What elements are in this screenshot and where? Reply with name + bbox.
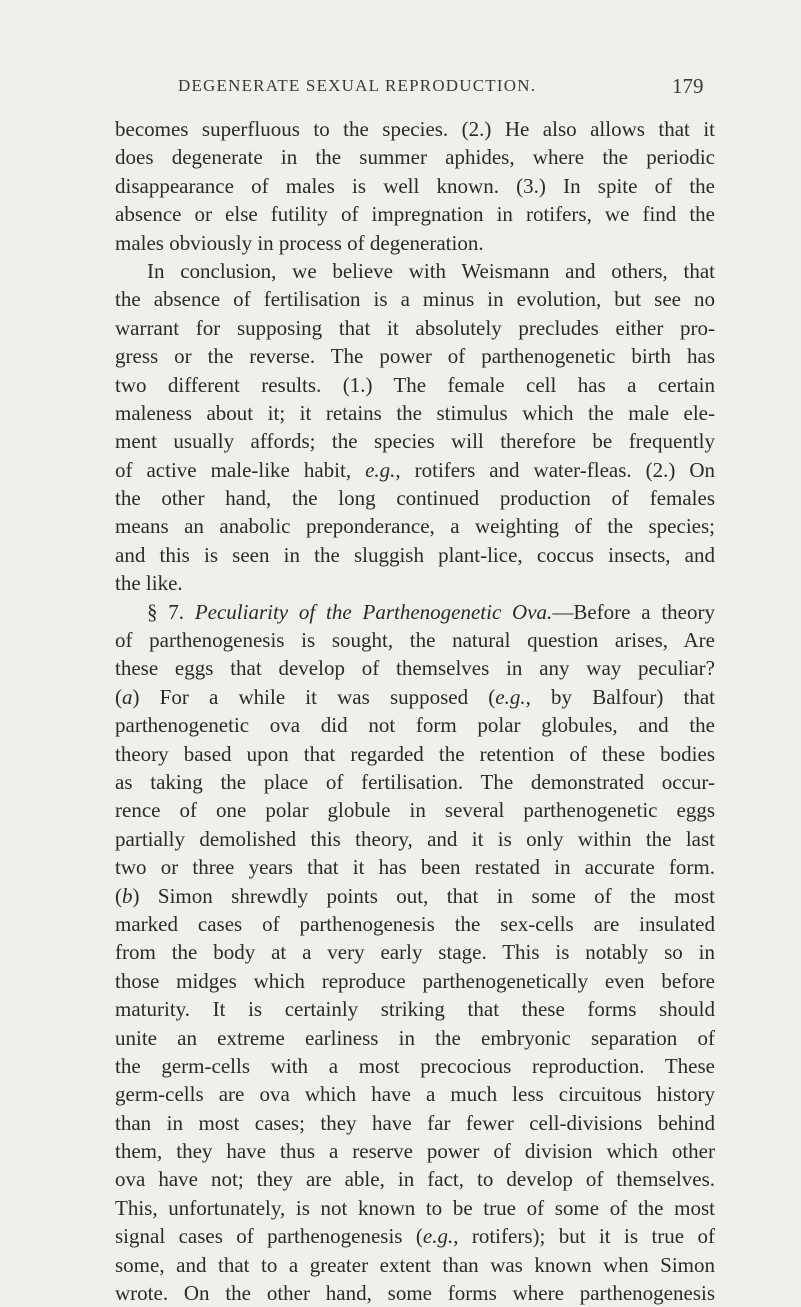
text-run: as taking the place of fertilisation. The demonstrated occur- (115, 769, 715, 794)
text-line (115, 938, 715, 966)
text-run: ( (115, 883, 122, 908)
text-run: males obviously in process of degeneration. (115, 230, 484, 255)
text-line (115, 257, 715, 285)
text-line (115, 314, 715, 342)
text-line (115, 1080, 715, 1108)
text-run: ) For a while it was supposed ( (132, 684, 496, 709)
text-run: ment usually affords; the species will therefore be frequently (115, 429, 715, 454)
text-line (115, 1109, 715, 1137)
text-run: two or three years that it has been restated in accurate form. (115, 855, 715, 880)
italic-text: e.g. (495, 684, 526, 709)
text-run: ova have not; they are able, in fact, to develop of themselves. (115, 1167, 715, 1192)
text-run: , rotifers and water-fleas. (2.) On (395, 457, 715, 482)
text-line (115, 172, 715, 200)
text-line (115, 598, 715, 626)
text-line (115, 740, 715, 768)
text-line (115, 1279, 715, 1307)
text-line (115, 541, 715, 569)
text-line (115, 768, 715, 796)
text-run: maleness about it; it retains the stimulus which the male ele- (115, 400, 715, 425)
text-line (115, 285, 715, 313)
text-run: germ-cells are ova which have a much less circuitous history (115, 1082, 715, 1107)
text-line (115, 967, 715, 995)
text-line (115, 143, 715, 171)
text-run: the germ-cells with a most precocious reproduction. These (115, 1053, 715, 1078)
text-line (115, 882, 715, 910)
italic-text: Peculiarity of the Parthenogenetic Ova. (194, 599, 553, 624)
text-line (115, 1222, 715, 1250)
text-line (115, 1194, 715, 1222)
text-run: , by Balfour) that (525, 684, 715, 709)
text-run: unite an extreme earliness in the embryonic separation of (115, 1025, 715, 1050)
text-line (115, 569, 715, 597)
text-run: the other hand, the long continued production of females (115, 486, 715, 511)
text-run: the like. (115, 571, 183, 596)
text-run: some, and that to a greater extent than was known when Simon (115, 1252, 715, 1277)
text-run: signal cases of parthenogenesis ( (115, 1224, 423, 1249)
italic-text: a (122, 684, 133, 709)
text-run: two different results. (1.) The female cell has a certain (115, 372, 715, 397)
text-run: wrote. On the other hand, some forms where parthenogenesis (115, 1281, 715, 1306)
text-run: means an anabolic preponderance, a weighting of the species; (115, 514, 715, 539)
text-run: becomes superfluous to the species. (2.) He also allows that it (115, 117, 715, 141)
text-run: of parthenogenesis is sought, the natural question arises, Are (115, 628, 715, 653)
text-line (115, 484, 715, 512)
text-line (115, 1165, 715, 1193)
text-run: ( (115, 684, 122, 709)
running-head: DEGENERATE SEXUAL REPRODUCTION. (178, 76, 537, 95)
text-line (115, 456, 715, 484)
text-line (115, 427, 715, 455)
text-run: maturity. It is certainly striking that these forms should (115, 997, 715, 1022)
text-run: partially demolished this theory, and it is only within the last (115, 826, 715, 851)
text-run: of active male-like habit, (115, 457, 366, 482)
text-run: § 7. (147, 599, 195, 624)
italic-text: e.g. (422, 1224, 454, 1249)
text-run: those midges which reproduce parthenogenetically even before (115, 968, 715, 993)
text-line (115, 399, 715, 427)
text-run: warrant for supposing that it absolutely precludes either pro- (115, 315, 715, 340)
text-run: absence or else futility of impregnation in rotifers, we find the (115, 202, 715, 227)
text-run: marked cases of parthenogenesis the sex-cells are insulated (115, 911, 715, 936)
text-line (115, 1024, 715, 1052)
text-run: —Before a theory (552, 599, 715, 624)
text-run: parthenogenetic ova did not form polar globules, and the (115, 713, 715, 738)
text-line (115, 995, 715, 1023)
text-run: than in most cases; they have far fewer cell-divisions behind (115, 1110, 715, 1135)
text-line (115, 910, 715, 938)
text-run: disappearance of males is well known. (3.) In spite of the (115, 173, 715, 198)
text-run: , rotifers); but it is true of (453, 1224, 716, 1249)
italic-text: b (122, 883, 133, 908)
text-run: ) Simon shrewdly points out, that in some of the most (132, 883, 715, 908)
text-run: rence of one polar globule in several parthenogenetic eggs (115, 798, 715, 823)
text-line (115, 683, 715, 711)
text-run: gress or the reverse. The power of parthenogenetic birth has (115, 344, 715, 369)
text-line (115, 200, 715, 228)
text-line (115, 796, 715, 824)
text-line (115, 1052, 715, 1080)
text-line (115, 342, 715, 370)
text-line (115, 1251, 715, 1279)
body-text (115, 115, 715, 1307)
text-run: from the body at a very early stage. This is notably so in (115, 940, 715, 965)
text-line (115, 853, 715, 881)
text-line (115, 371, 715, 399)
text-run: does degenerate in the summer aphides, where the periodic (115, 145, 715, 170)
text-line (115, 1137, 715, 1165)
text-line (115, 825, 715, 853)
text-line (115, 115, 715, 143)
text-run: This, unfortunately, is not known to be true of some of the most (115, 1195, 715, 1220)
italic-text: e.g. (365, 457, 396, 482)
text-line (115, 626, 715, 654)
text-run: these eggs that develop of themselves in any way peculiar? (115, 656, 715, 681)
text-line (115, 654, 715, 682)
text-line (115, 512, 715, 540)
page-number: 179 (672, 74, 704, 98)
text-line (115, 711, 715, 739)
text-line (115, 229, 715, 257)
text-run: In conclusion, we believe with Weismann and others, that (147, 258, 715, 283)
text-run: theory based upon that regarded the retention of these bodies (115, 741, 715, 766)
text-run: and this is seen in the sluggish plant-lice, coccus insects, and (115, 542, 715, 567)
text-run: the absence of fertilisation is a minus in evolution, but see no (115, 287, 715, 312)
text-run: them, they have thus a reserve power of division which other (115, 1139, 715, 1164)
